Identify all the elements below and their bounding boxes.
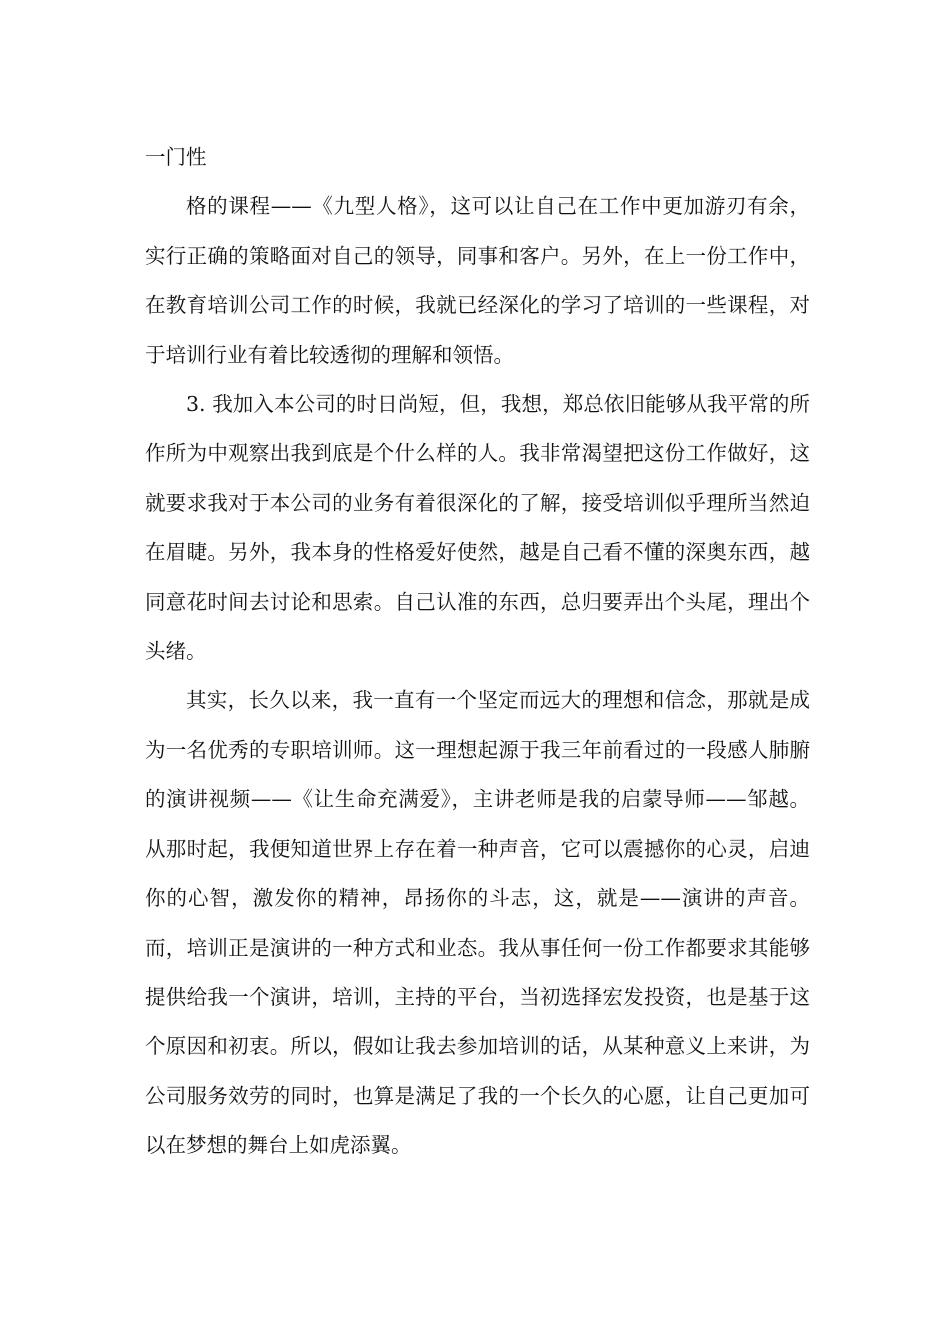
paragraph-ideal: 其实，长久以来，我一直有一个坚定而远大的理想和信念，那就是成为一名优秀的专职培训师。这一理想起源于我三年前看过的一段感人肺腑的演讲视频——《让生命充满爱》，主讲老师是我的启蒙导师——邹越。从那时起，我便知道世界上存在着一种声音，它可以震撼你的心灵，启迪你的心智，激发你的精神，昂扬你的斗志，这，就是——演讲的声音。而，培训正是演讲的一种方式和业态。我从事任何一份工作都要求其能够提供给我一个演讲，培训，主持的平台，当初选择宏发投资，也是基于这个原因和初衷。所以，假如让我去参加培训的话，从某种意义上来讲，为公司服务效劳的同时，也算是满足了我的一个长久的心愿，让自己更加可以在梦想的舞台上如虎添翼。 [145, 688, 810, 1158]
paragraph-courses: 格的课程——《九型人格》，这可以让自己在工作中更加游刃有余，实行正确的策略面对自己的领导，同事和客户。另外，在上一份工作中，在教育培训公司工作的时候，我就已经深化的学习了培训的一些课程，对于培训行业有着比较透彻的理解和领悟。 [145, 194, 810, 367]
paragraph-point-3: 3. 我加入本公司的时日尚短，但，我想，郑总依旧能够从我平常的所作所为中观察出我到底是个什么样的人。我非常渴望把这份工作做好，这就要求我对于本公司的业务有着很深化的了解，接受培训似乎理所当然迫在眉睫。另外，我本身的性格爱好使然，越是自己看不懂的深奥东西，越同意花时间去讨论和思索。自己认准的东西，总归要弄出个头尾，理出个头绪。 [145, 392, 810, 664]
paragraph-fragment: 一门性 [145, 145, 207, 169]
document-body [145, 133, 810, 1171]
